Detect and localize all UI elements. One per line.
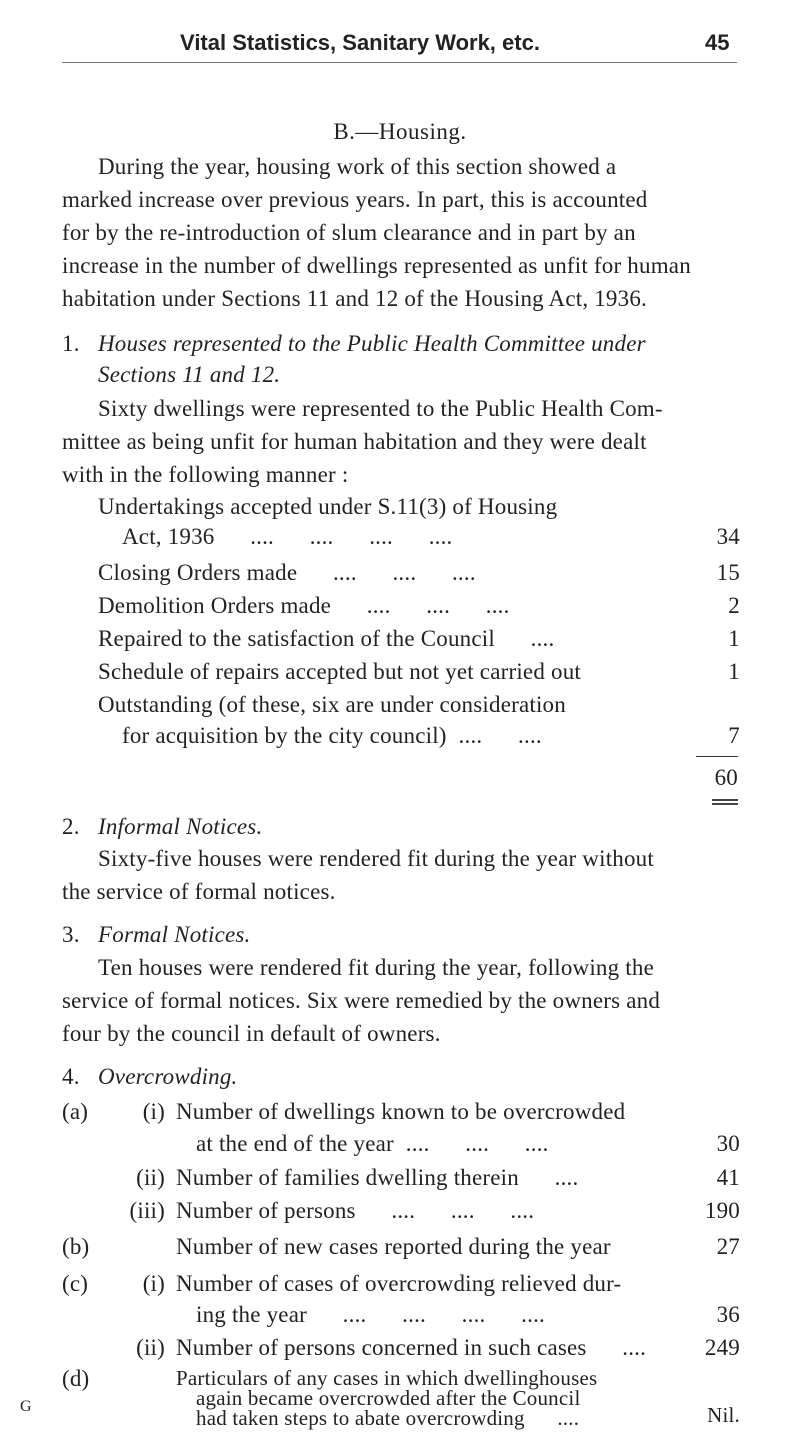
section4-number: 4.	[62, 1064, 80, 1089]
section-heading: B.—Housing.	[333, 119, 467, 144]
row-value: 249	[704, 1335, 740, 1360]
section3-title: Formal Notices.	[98, 922, 251, 947]
row-label: Number of cases of overcrowding relieved dur-	[176, 1271, 622, 1296]
section2-line: the service of formal notices.	[62, 879, 336, 904]
section1-line: Sixty dwellings were represented to the Public Health Com-	[98, 396, 663, 421]
double-rule	[712, 803, 738, 805]
section3-paragraph	[62, 951, 738, 1050]
intro-paragraph	[62, 150, 738, 315]
section1-title: Houses represented to the Public Health Committee under	[98, 331, 646, 356]
row-letter: (c)	[62, 1271, 89, 1296]
section2-paragraph	[62, 842, 738, 908]
item-value: 1	[728, 626, 740, 651]
section3-line: four by the council in default of owners.	[62, 1021, 441, 1046]
row-label: again became overcrowded after the Council	[196, 1386, 581, 1410]
section1-paragraph	[62, 392, 738, 491]
section1-heading	[62, 327, 646, 360]
section1-line: with in the following manner :	[62, 462, 349, 487]
row-label: ing the year .... .... .... ....	[196, 1302, 545, 1327]
item-label: Outstanding (of these, six are under consideration	[98, 692, 566, 717]
item-label: Repaired to the satisfaction of the Council ....	[98, 626, 555, 651]
row-letter: (d)	[62, 1366, 90, 1391]
row-label: at the end of the year .... .... ....	[196, 1131, 549, 1156]
item-value: 1	[728, 659, 740, 684]
item-label: Undertakings accepted under S.11(3) of Housing	[98, 494, 558, 519]
row-roman: (i)	[142, 1099, 165, 1124]
section2-line: Sixty-five houses were rendered fit during the year without	[98, 846, 654, 871]
section3-number: 3.	[62, 922, 80, 947]
row-letter: (b)	[62, 1234, 90, 1259]
row-roman: (ii)	[136, 1335, 165, 1360]
section1-line: mittee as being unfit for human habitation and they were dealt	[62, 429, 647, 454]
running-header-title: Vital Statistics, Sanitary Work, etc.	[180, 30, 540, 55]
signature-mark: G	[20, 1398, 32, 1415]
intro-line: for by the re-introduction of slum clearance and in part by an	[62, 220, 636, 245]
page-number: 45	[705, 30, 730, 55]
item-label: Schedule of repairs accepted but not yet carried out	[98, 659, 581, 684]
item-value: 7	[728, 723, 740, 748]
section4-title: Overcrowding.	[98, 1064, 238, 1089]
row-value: 30	[716, 1131, 740, 1156]
section2-heading	[62, 810, 262, 843]
row-roman: (iii)	[129, 1198, 165, 1223]
row-label: Particulars of any cases in which dwellinghouses	[176, 1366, 598, 1390]
row-letter: (a)	[62, 1099, 89, 1124]
item-label: Act, 1936 .... .... .... ....	[122, 524, 453, 549]
section3-line: Ten houses were rendered fit during the year, following the	[98, 955, 654, 980]
double-rule	[712, 799, 738, 801]
row-label: Number of persons concerned in such cases ....	[176, 1335, 647, 1360]
row-value: 36	[716, 1302, 740, 1327]
row-label: Number of persons .... .... ....	[176, 1198, 535, 1223]
intro-line: increase in the number of dwellings represented as unfit for human	[62, 253, 691, 278]
intro-line: marked increase over previous years. In part, this is accounted	[62, 187, 648, 212]
row-label: Number of dwellings known to be overcrowded	[176, 1099, 626, 1124]
section1-number: 1.	[62, 331, 80, 356]
item-value: 34	[716, 524, 740, 549]
row-label: Number of new cases reported during the year	[176, 1234, 611, 1259]
section1-title-cont: Sections 11 and 12.	[98, 362, 281, 387]
section2-title: Informal Notices.	[98, 814, 263, 839]
section4-heading	[62, 1060, 238, 1093]
row-roman: (i)	[142, 1271, 165, 1296]
row-value: 27	[716, 1234, 740, 1259]
sum-rule	[696, 756, 738, 757]
header-rule	[62, 62, 737, 63]
row-label: had taken steps to abate overcrowding ....	[196, 1406, 580, 1430]
section2-number: 2.	[62, 814, 80, 839]
row-roman: (ii)	[136, 1165, 165, 1190]
section3-line: service of formal notices. Six were remedied by the owners and	[62, 988, 661, 1013]
row-value: 41	[716, 1165, 740, 1190]
intro-line: habitation under Sections 11 and 12 of the Housing Act, 1936.	[62, 286, 647, 311]
row-label: Number of families dwelling therein ....	[176, 1165, 579, 1190]
item-value: 15	[716, 560, 740, 585]
section3-heading	[62, 918, 251, 951]
item-label: Closing Orders made .... .... ....	[98, 560, 476, 585]
item-value: 2	[728, 593, 740, 618]
item-label: Demolition Orders made .... .... ....	[98, 593, 510, 618]
total-value: 60	[714, 765, 738, 790]
intro-line: During the year, housing work of this section showed a	[98, 154, 617, 179]
item-label: for acquisition by the city council) .... ....	[122, 723, 542, 748]
row-value: Nil.	[707, 1403, 740, 1427]
row-value: 190	[704, 1198, 740, 1223]
